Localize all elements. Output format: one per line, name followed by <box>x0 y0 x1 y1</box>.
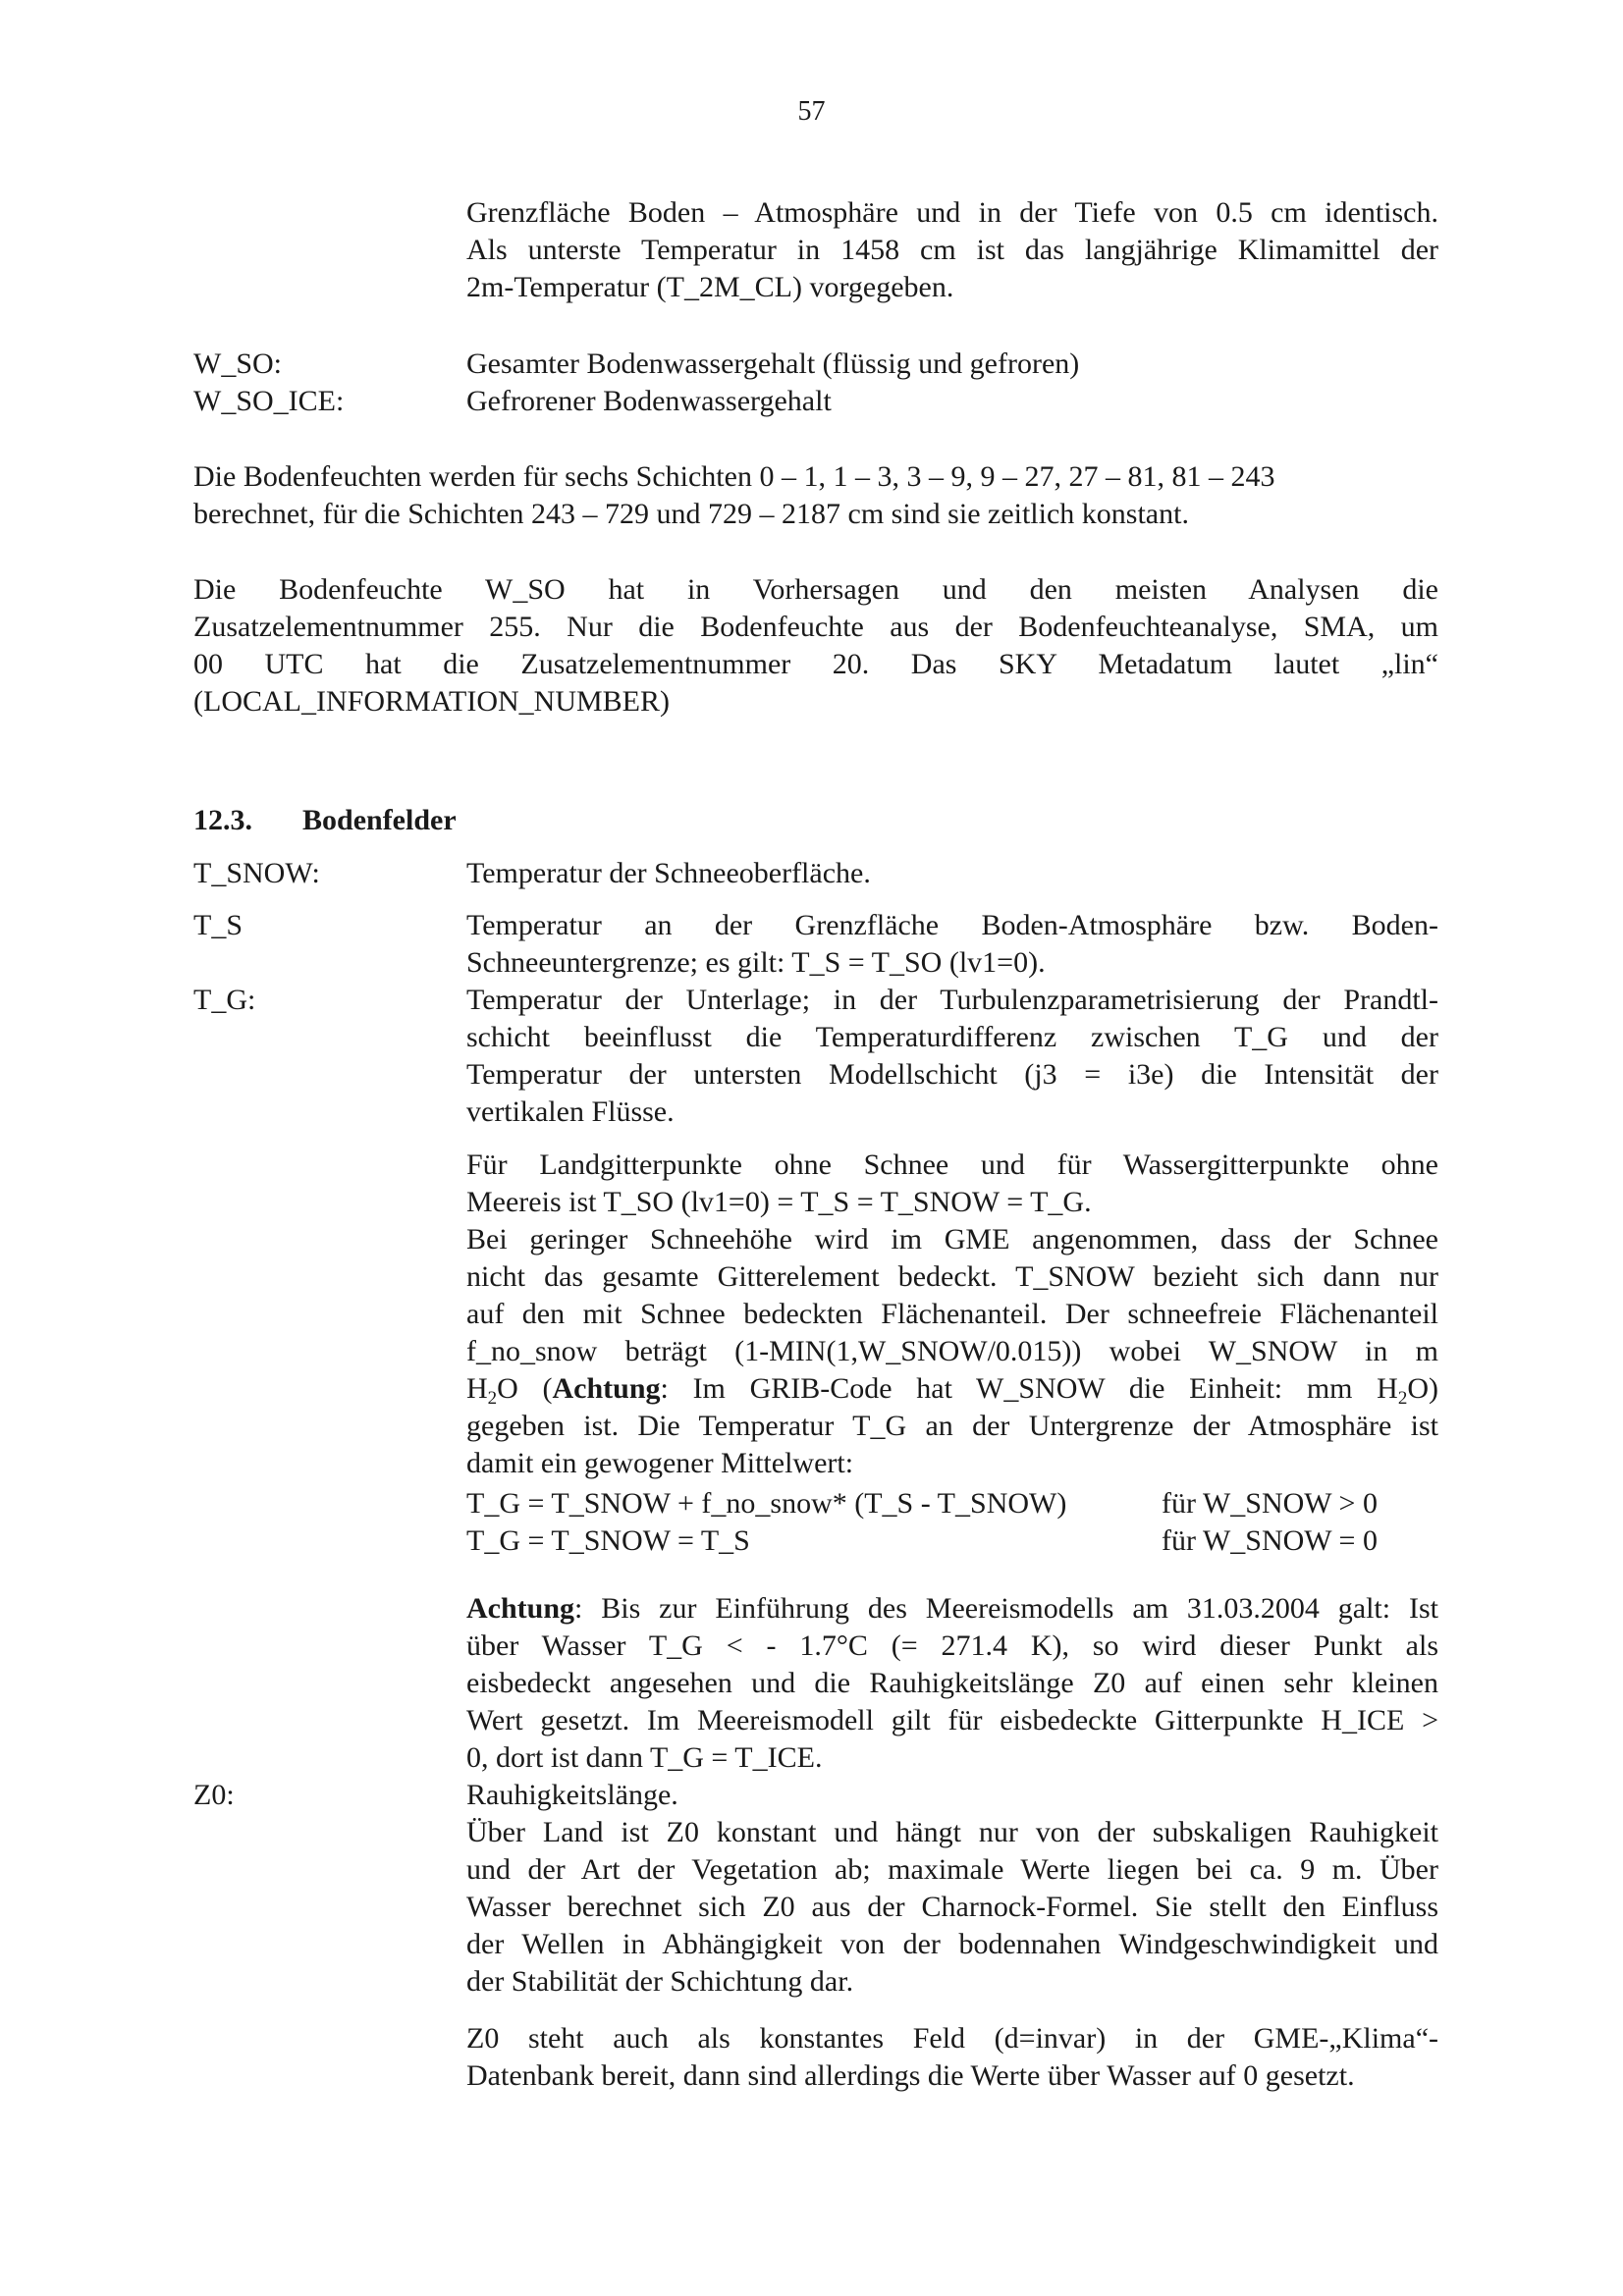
text-line: Datenbank bereit, dann sind allerdings die Werte über Wasser auf 0 gesetzt. <box>466 2059 1355 2092</box>
equation-formula: T_G = T_SNOW + f_no_snow* (T_S - T_SNOW) <box>466 1487 1067 1520</box>
text-line: eisbedeckt angesehen und die Rauhigkeitslänge Z0 auf einen sehr kleinen <box>466 1667 1438 1699</box>
equation-formula: T_G = T_SNOW = T_S <box>466 1524 750 1557</box>
text-line: Temperatur an der Grenzfläche Boden-Atmosphäre bzw. Boden- <box>466 909 1438 941</box>
text-line: auf den mit Schnee bedeckten Flächenanteil. Der schneefreie Flächenanteil <box>466 1298 1438 1330</box>
t-snow-definition: Temperatur der Schneeoberfläche. <box>466 857 871 889</box>
bodenfeuchten-paragraph <box>193 458 1438 533</box>
text-line: Bei geringer Schneehöhe wird im GME angenommen, dass der Schnee <box>466 1223 1438 1255</box>
text-line: Zusatzelementnummer 255. Nur die Bodenfeuchte aus der Bodenfeuchteanalyse, SMA, um <box>193 611 1438 643</box>
text-line: Schneeuntergrenze; es gilt: T_S = T_SO (lv1=0). <box>466 946 1046 979</box>
text-line: 0, dort ist dann T_G = T_ICE. <box>466 1741 823 1774</box>
text-line: über Wasser T_G < - 1.7°C (= 271.4 K), so wird dieser Punkt als <box>466 1629 1438 1662</box>
t-g-definition <box>466 982 1438 1131</box>
section-heading <box>193 802 457 839</box>
section-title: Bodenfelder <box>302 804 457 836</box>
text-line: Temperatur der Unterlage; in der Turbulenzparametrisierung der Prandtl- <box>466 984 1438 1016</box>
section-number: 12.3. <box>193 804 252 836</box>
t-g-label: T_G: <box>193 984 256 1016</box>
intro-paragraph <box>466 194 1438 306</box>
text-line: Achtung: Bis zur Einführung des Meereismodells am 31.03.2004 galt: Ist <box>466 1592 1438 1625</box>
land-grid-paragraph <box>466 1147 1438 1482</box>
equation-row <box>466 1485 1409 1522</box>
text-line: Für Landgitterpunkte ohne Schnee und für Wassergitterpunkte ohne <box>466 1148 1438 1181</box>
equation-row <box>466 1522 1409 1560</box>
text-line-h2o: $H_2O$ (Achtung: Im GRIB-Code hat W_SNOW die Einheit: mm $H_2O$) <box>466 1372 1439 1409</box>
text-line: nicht das gesamte Gitterelement bedeckt. T_SNOW bezieht sich dann nur <box>466 1260 1438 1293</box>
w-so-definition: Gesamter Bodenwassergehalt (flüssig und gefroren) <box>466 347 1080 380</box>
text-line: damit ein gewogener Mittelwert: <box>466 1447 854 1479</box>
text-line: 00 UTC hat die Zusatzelementnummer 20. Das SKY Metadatum lautet „lin“ <box>193 648 1438 680</box>
w-so-ice-definition: Gefrorener Bodenwassergehalt <box>466 385 832 417</box>
text-line: der Stabilität der Schichtung dar. <box>466 1965 854 1998</box>
page-number: 57 <box>797 96 826 127</box>
text-line: der Wellen in Abhängigkeit von der bodennahen Windgeschwindigkeit und <box>466 1928 1438 1960</box>
text-line: f_no_snow beträgt (1-MIN(1,W_SNOW/0.015)) wobei W_SNOW in m <box>466 1335 1438 1367</box>
t-snow-label: T_SNOW: <box>193 857 320 889</box>
achtung-paragraph <box>466 1590 1438 1777</box>
text-line: Wert gesetzt. Im Meereismodell gilt für eisbedeckte Gitterpunkte H_ICE > <box>466 1704 1438 1736</box>
text-line: Als unterste Temperatur in 1458 cm ist das langjährige Klimamittel der <box>466 234 1438 266</box>
text-line: Die Bodenfeuchte W_SO hat in Vorhersagen und den meisten Analysen die <box>193 573 1438 606</box>
text-line: berechnet, für die Schichten 243 – 729 und 729 – 2187 cm sind sie zeitlich konstant. <box>193 498 1189 530</box>
text-line: vertikalen Flüsse. <box>466 1095 675 1128</box>
equation-condition: für W_SNOW = 0 <box>1162 1524 1378 1557</box>
z0-constant-paragraph <box>466 2020 1438 2095</box>
w-so-label: W_SO: <box>193 347 282 380</box>
text-line: Wasser berechnet sich Z0 aus der Charnock-Formel. Sie stellt den Einfluss <box>466 1891 1438 1923</box>
achtung-bold: Achtung <box>552 1372 661 1405</box>
text-line: Über Land ist Z0 konstant und hängt nur von der subskaligen Rauhigkeit <box>466 1816 1438 1848</box>
text-line: 2m-Temperatur (T_2M_CL) vorgegeben. <box>466 271 954 303</box>
equation-condition: für W_SNOW > 0 <box>1162 1487 1378 1520</box>
w-so-ice-label: W_SO_ICE: <box>193 385 345 417</box>
t-s-definition <box>466 907 1438 982</box>
text-line: gegeben ist. Die Temperatur T_G an der Untergrenze der Atmosphäre ist <box>466 1410 1438 1442</box>
w-so-paragraph <box>193 571 1438 721</box>
z0-label: Z0: <box>193 1779 235 1811</box>
z0-definition <box>466 1777 1438 2001</box>
text-line: und der Art der Vegetation ab; maximale Werte liegen bei ca. 9 m. Über <box>466 1853 1438 1886</box>
text-line: Die Bodenfeuchten werden für sechs Schichten 0 – 1, 1 – 3, 3 – 9, 9 – 27, 27 – 81, 81 – 243 <box>193 460 1275 493</box>
achtung-bold: Achtung <box>466 1592 575 1625</box>
text-line: schicht beeinflusst die Temperaturdifferenz zwischen T_G und der <box>466 1021 1438 1053</box>
t-s-label: T_S <box>193 909 243 941</box>
text-line: (LOCAL_INFORMATION_NUMBER) <box>193 685 670 718</box>
text-line: Rauhigkeitslänge. <box>466 1779 678 1811</box>
text-line: Z0 steht auch als konstantes Feld (d=invar) in der GME-„Klima“- <box>466 2022 1438 2055</box>
text-line: Grenzfläche Boden – Atmosphäre und in der Tiefe von 0.5 cm identisch. <box>466 196 1438 229</box>
text-line: Temperatur der untersten Modellschicht (j3 = i3e) die Intensität der <box>466 1058 1438 1091</box>
text-line: Meereis ist T_SO (lv1=0) = T_S = T_SNOW = T_G. <box>466 1186 1092 1218</box>
